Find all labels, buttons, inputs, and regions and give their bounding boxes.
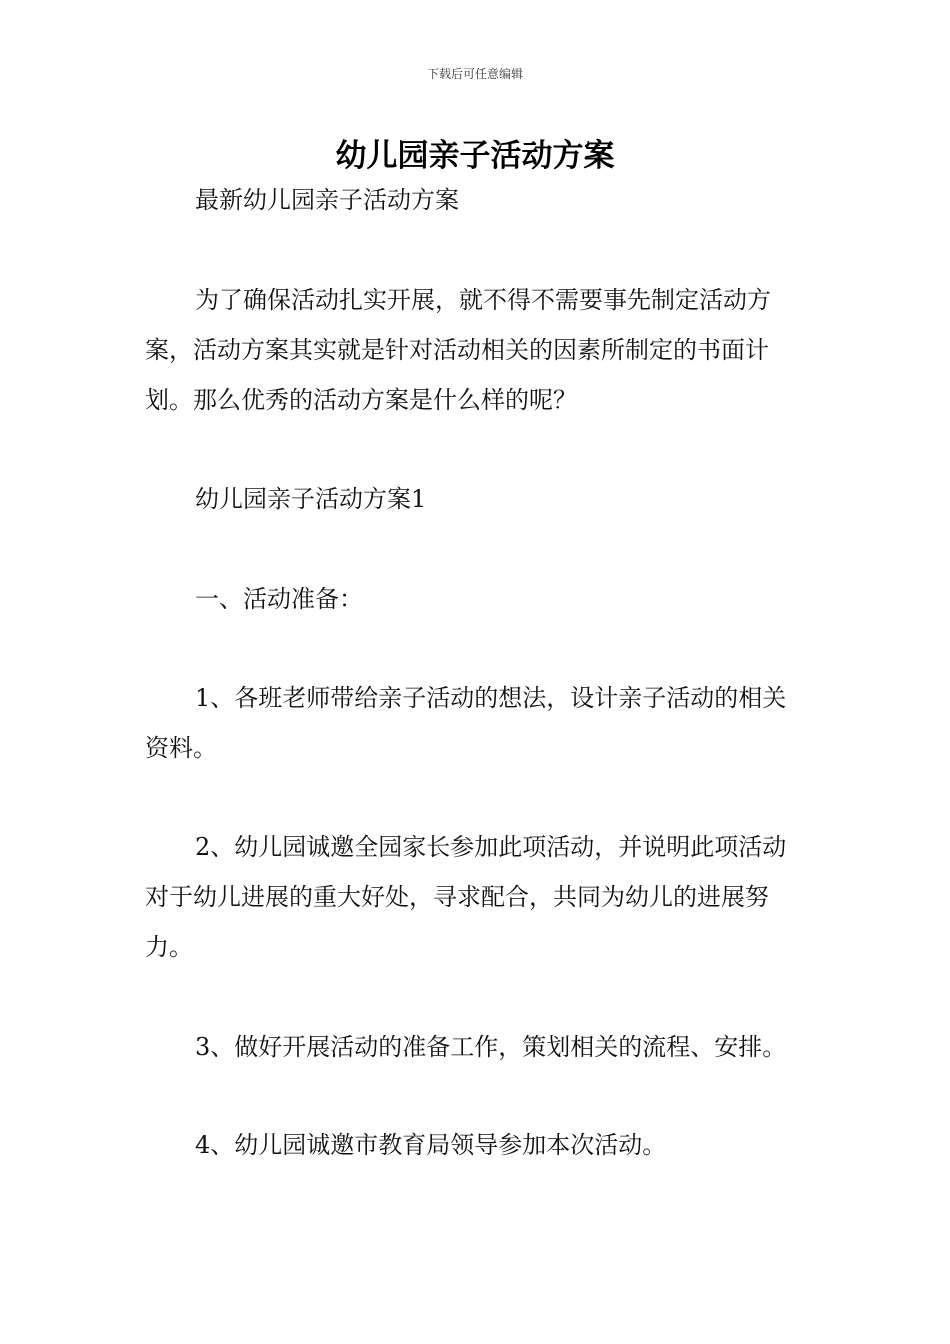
header-note: 下载后可任意编辑 (426, 67, 523, 81)
list-item: 3、做好开展活动的准备工作，策划相关的流程、安排。 (195, 1033, 787, 1061)
list-item: 4、幼儿园诚邀市教育局领导参加本次活动。 (195, 1131, 667, 1159)
intro-paragraph: 为了确保活动扎实开展，就不得不需要事先制定活动方案，活动方案其实就是针对活动相关的因素所制定的书面计划。那么优秀的活动方案是什么样的呢？ (145, 286, 771, 414)
list-item: 2、幼儿园诚邀全园家长参加此项活动，并说明此项活动对于幼儿进展的重大好处，寻求配合，共同为幼儿的进展努力。 (145, 833, 787, 961)
section-heading: 一、活动准备： (195, 585, 363, 613)
list-item: 1、各班老师带给亲子活动的想法，设计亲子活动的相关资料。 (145, 684, 787, 762)
document-subtitle: 最新幼儿园亲子活动方案 (195, 186, 459, 214)
plan-heading: 幼儿园亲子活动方案1 (195, 485, 427, 513)
document-title: 幼儿园亲子活动方案 (335, 138, 615, 174)
